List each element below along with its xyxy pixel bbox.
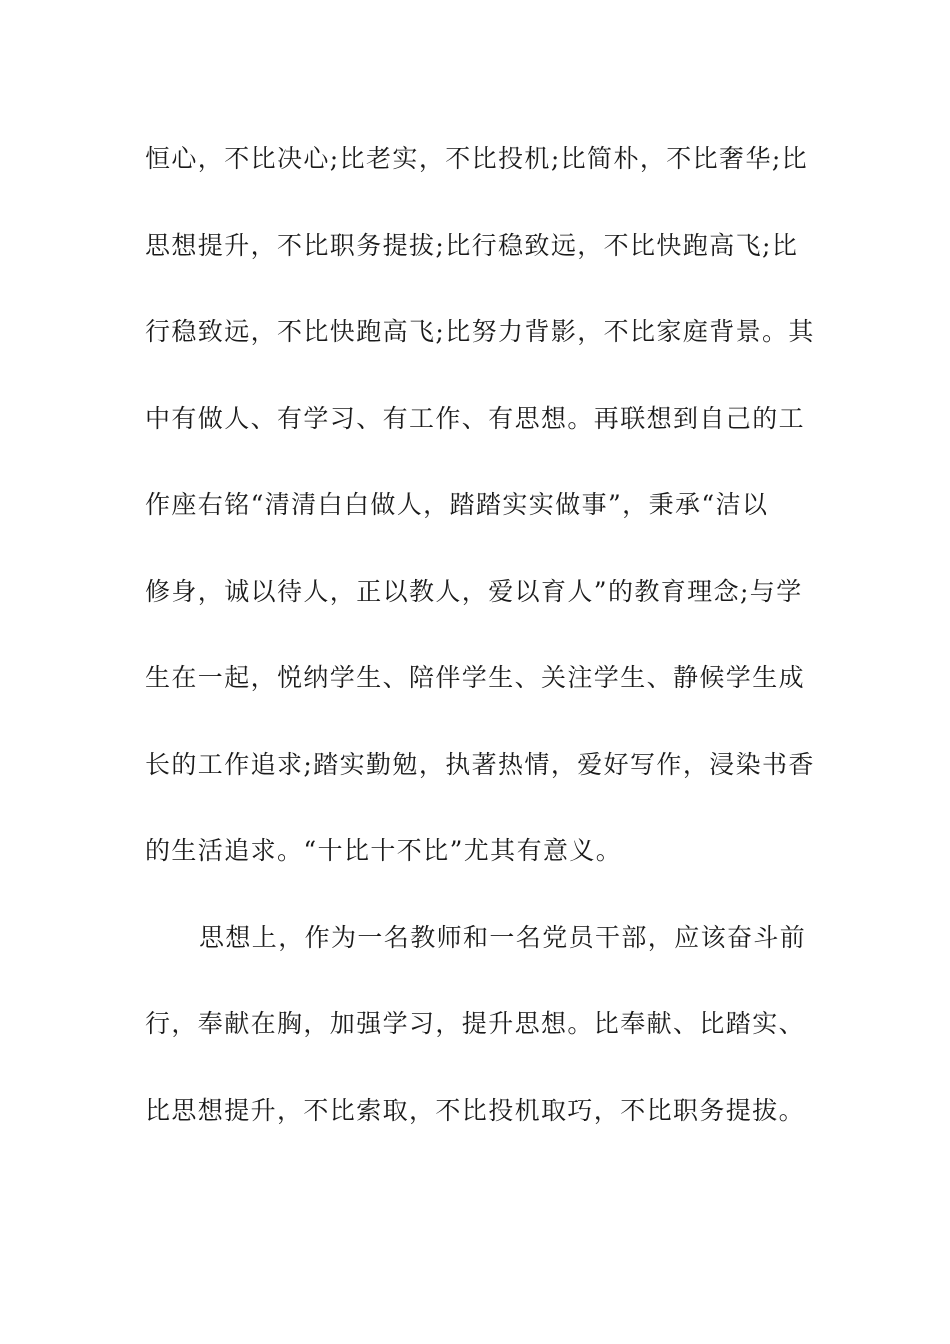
text-line: 长的工作追求;踏实勤勉，执著热情，爱好写作，浸染书香 xyxy=(145,749,815,779)
text-line: 比思想提升，不比索取，不比投机取巧，不比职务提拔。 xyxy=(145,1095,806,1125)
text-line: 生在一起，悦纳学生、陪伴学生、关注学生、静候学生成 xyxy=(145,663,806,692)
text-line: 中有做人、有学习、有工作、有思想。再联想到自己的工 xyxy=(145,403,806,433)
text-line: 行，奉献在胸，加强学习，提升思想。比奉献、比踏实、 xyxy=(145,1009,806,1038)
paragraph-start-line: 思想上，作为一名教师和一名党员干部，应该奋斗前 xyxy=(199,922,807,952)
text-line: 行稳致远，不比快跑高飞;比努力背影，不比家庭背景。其 xyxy=(145,317,815,346)
text-line: 思想提升，不比职务提拔;比行稳致远，不比快跑高飞;比 xyxy=(145,230,799,260)
text-line: 修身，诚以待人，正以教人，爱以育人”的教育理念;与学 xyxy=(145,576,803,606)
document-body xyxy=(145,134,815,1172)
text-line: 作座右铭“清清白白做人，踏踏实实做事”，秉承“洁以 xyxy=(145,490,769,519)
text-line: 的生活追求。“十比十不比”尤其有意义。 xyxy=(145,836,623,865)
text-line: 恒心，不比决心;比老实，不比投机;比简朴，不比奢华;比 xyxy=(145,144,809,173)
